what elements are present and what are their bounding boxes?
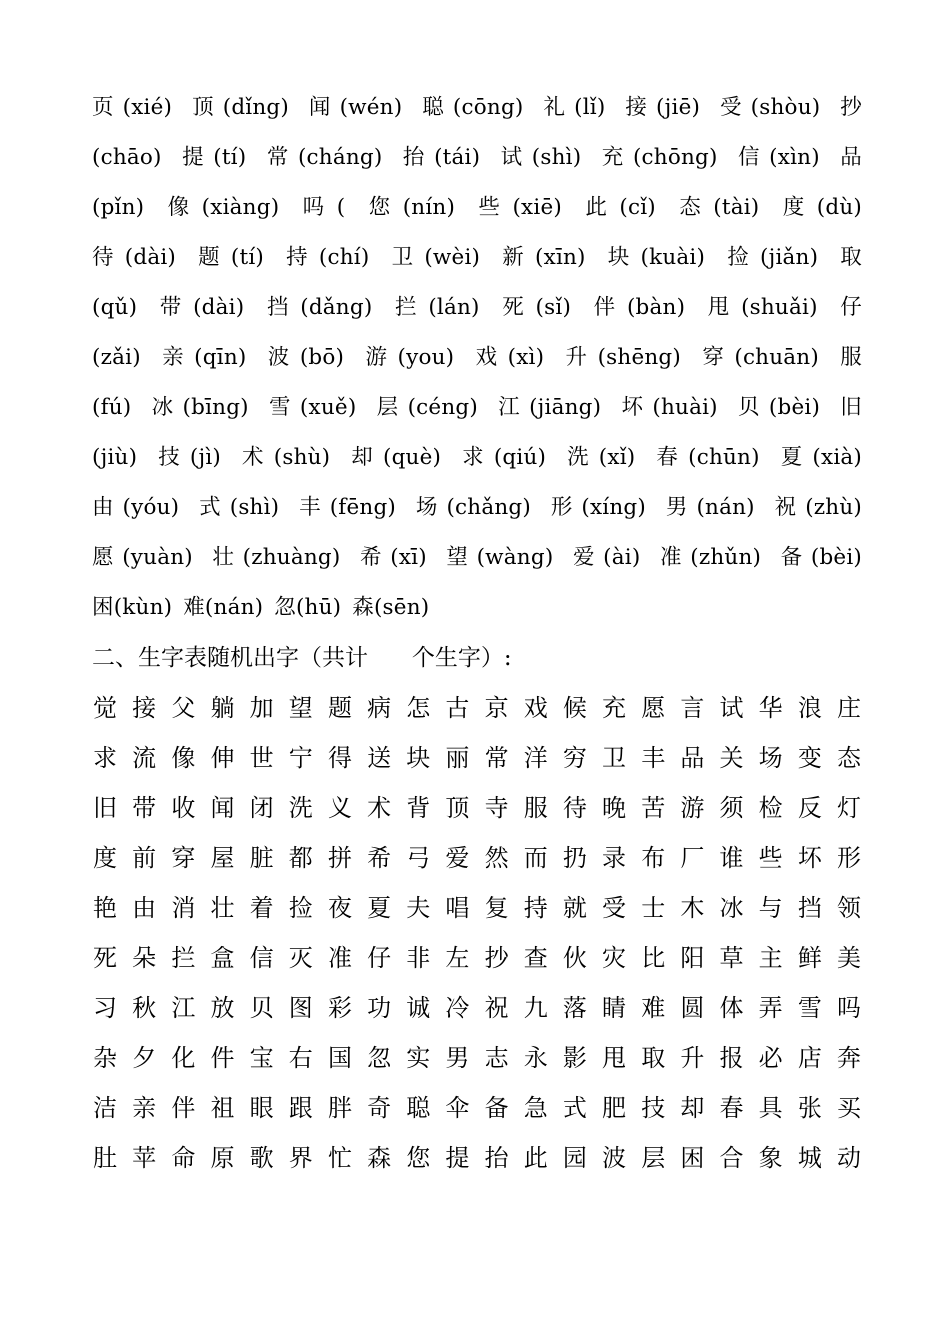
character-cell: 放: [210, 994, 235, 1022]
character-cell: 场: [758, 744, 783, 772]
character-cell: 丰: [641, 744, 666, 772]
character-cell: 谁: [719, 844, 744, 872]
character-cell: 候: [562, 694, 587, 722]
character-cell: 块: [406, 744, 431, 772]
character-cell: 非: [406, 944, 431, 972]
character-cell: 顶: [445, 794, 470, 822]
character-row: [92, 1083, 862, 1133]
character-cell: 奇: [367, 1094, 392, 1122]
section-heading: 二、生字表随机出字（共计 个生字）:: [92, 645, 512, 671]
character-cell: 志: [484, 1044, 509, 1072]
character-cell: 肚: [93, 1144, 117, 1172]
pinyin-line: (qǔ) 带(dài) 挡(dǎng) 拦(lán) 死(sǐ) 伴(bàn) 甩(shuǎi) 仔: [92, 295, 862, 320]
character-cell: 与: [758, 894, 783, 922]
character-cell: 圆: [680, 994, 705, 1022]
character-cell: 具: [758, 1094, 783, 1122]
character-cell: 受: [602, 894, 627, 922]
character-cell: 服: [523, 794, 548, 822]
character-row: [92, 933, 862, 983]
character-cell: 拼: [327, 844, 352, 872]
character-cell: 祖: [210, 1094, 235, 1122]
character-cell: 都: [288, 844, 313, 872]
character-cell: 洋: [523, 744, 548, 772]
character-cell: 壮: [210, 894, 235, 922]
character-cell: 杂: [93, 1044, 117, 1072]
character-cell: 奔: [836, 1044, 861, 1072]
character-cell: 厂: [680, 844, 705, 872]
character-cell: 游: [680, 794, 705, 822]
character-cell: 父: [171, 694, 196, 722]
character-cell: 检: [758, 794, 783, 822]
character-cell: 技: [641, 1094, 666, 1122]
character-cell: 升: [680, 1044, 705, 1072]
character-cell: 录: [602, 844, 627, 872]
character-cell: 弓: [406, 844, 431, 872]
character-cell: 夕: [132, 1044, 157, 1072]
character-cell: 江: [171, 994, 196, 1022]
character-cell: 波: [602, 1144, 627, 1172]
character-cell: 式: [562, 1094, 587, 1122]
character-cell: 歌: [249, 1144, 274, 1172]
character-cell: 士: [641, 894, 666, 922]
character-cell: 怎: [406, 694, 431, 722]
character-cell: 接: [132, 694, 157, 722]
character-cell: 吗: [836, 994, 861, 1022]
pinyin-line: 愿(yuàn) 壮(zhuàng) 希(xī) 望(wàng) 爱(ài) 准(zhǔn) 备(bèi): [92, 545, 862, 570]
character-cell: 件: [210, 1044, 235, 1072]
character-cell: 些: [758, 844, 783, 872]
character-cell: 春: [719, 1094, 744, 1122]
character-cell: 复: [484, 894, 509, 922]
character-cell: 主: [758, 944, 783, 972]
pinyin-line: 由(yóu) 式(shì) 丰(fēng) 场(chǎng) 形(xíng) 男(nán) 祝(zhù): [92, 495, 862, 520]
character-cell: 木: [680, 894, 705, 922]
character-row: [92, 983, 862, 1033]
character-cell: 宝: [249, 1044, 274, 1072]
character-cell: 夫: [406, 894, 431, 922]
character-cell: 苦: [641, 794, 666, 822]
character-cell: 草: [719, 944, 744, 972]
character-cell: 贝: [249, 994, 274, 1022]
character-cell: 冰: [719, 894, 744, 922]
character-cell: 形: [836, 844, 861, 872]
character-cell: 灾: [602, 944, 627, 972]
character-cell: 希: [367, 844, 392, 872]
character-cell: 度: [93, 844, 117, 872]
character-cell: 义: [327, 794, 352, 822]
character-cell: 华: [758, 694, 783, 722]
character-cell: 层: [641, 1144, 666, 1172]
character-cell: 买: [836, 1094, 861, 1122]
character-cell: 捡: [288, 894, 313, 922]
character-cell: 眼: [249, 1094, 274, 1122]
character-cell: 命: [171, 1144, 196, 1172]
character-cell: 森: [367, 1144, 392, 1172]
pinyin-line: (fú) 冰(bīng) 雪(xuě) 层(céng) 江(jiāng) 坏(huài) 贝(bèi) 旧: [92, 395, 862, 420]
character-cell: 查: [523, 944, 548, 972]
character-cell: 落: [562, 994, 587, 1022]
character-cell: 背: [406, 794, 431, 822]
character-row: [92, 1133, 862, 1183]
character-cell: 拦: [171, 944, 196, 972]
character-cell: 左: [445, 944, 470, 972]
character-cell: 朵: [132, 944, 157, 972]
character-cell: 睛: [602, 994, 627, 1022]
character-cell: 急: [523, 1094, 548, 1122]
character-cell: 洁: [93, 1094, 117, 1122]
character-cell: 抬: [484, 1144, 509, 1172]
character-cell: 病: [367, 694, 392, 722]
character-cell: 祝: [484, 994, 509, 1022]
character-cell: 京: [484, 694, 509, 722]
character-cell: 雪: [797, 994, 822, 1022]
character-cell: 必: [758, 1044, 783, 1072]
character-cell: 觉: [93, 694, 117, 722]
character-cell: 唱: [445, 894, 470, 922]
character-cell: 穷: [562, 744, 587, 772]
character-cell: 而: [523, 844, 548, 872]
character-cell: 充: [602, 694, 627, 722]
character-cell: 盒: [210, 944, 235, 972]
character-cell: 提: [445, 1144, 470, 1172]
character-cell: 戏: [523, 694, 548, 722]
character-cell: 领: [836, 894, 861, 922]
character-cell: 宁: [288, 744, 313, 772]
character-row: [92, 683, 862, 733]
character-cell: 亲: [132, 1094, 157, 1122]
pinyin-line: 页(xié) 顶(dǐng) 闻(wén) 聪(cōng) 礼(lǐ) 接(jiē) 受(shòu) 抄: [92, 95, 862, 120]
character-cell: 却: [680, 1094, 705, 1122]
character-cell: 古: [445, 694, 470, 722]
character-cell: 男: [445, 1044, 470, 1072]
character-cell: 冷: [445, 994, 470, 1022]
character-cell: 园: [562, 1144, 587, 1172]
character-cell: 须: [719, 794, 744, 822]
character-row: [92, 783, 862, 833]
character-cell: 肥: [602, 1094, 627, 1122]
character-cell: 得: [327, 744, 352, 772]
character-cell: 化: [171, 1044, 196, 1072]
character-cell: 躺: [210, 694, 235, 722]
pinyin-line: 待(dài) 题(tí) 持(chí) 卫(wèi) 新(xīn) 块(kuài) 捡(jiǎn) 取: [92, 245, 862, 270]
character-cell: 愿: [641, 694, 666, 722]
character-row: [92, 1033, 862, 1083]
character-cell: 伙: [562, 944, 587, 972]
character-cell: 仔: [367, 944, 392, 972]
character-cell: 收: [171, 794, 196, 822]
character-cell: 夜: [327, 894, 352, 922]
character-cell: 死: [93, 944, 117, 972]
character-cell: 此: [523, 1144, 548, 1172]
character-cell: 困: [680, 1144, 705, 1172]
character-cell: 功: [367, 994, 392, 1022]
character-cell: 世: [249, 744, 274, 772]
character-cell: 然: [484, 844, 509, 872]
character-cell: 备: [484, 1094, 509, 1122]
character-cell: 洗: [288, 794, 313, 822]
character-cell: 晚: [602, 794, 627, 822]
character-cell: 甩: [602, 1044, 627, 1072]
character-cell: 国: [327, 1044, 352, 1072]
character-cell: 常: [484, 744, 509, 772]
character-cell: 挡: [797, 894, 822, 922]
character-cell: 聪: [406, 1094, 431, 1122]
character-cell: 品: [680, 744, 705, 772]
character-cell: 爱: [445, 844, 470, 872]
character-cell: 秋: [132, 994, 157, 1022]
character-cell: 消: [171, 894, 196, 922]
character-cell: 习: [93, 994, 117, 1022]
character-cell: 着: [249, 894, 274, 922]
character-cell: 题: [327, 694, 352, 722]
character-cell: 就: [562, 894, 587, 922]
character-row: [92, 883, 862, 933]
character-cell: 脏: [249, 844, 274, 872]
character-cell: 灭: [288, 944, 313, 972]
character-cell: 界: [288, 1144, 313, 1172]
pinyin-line: (pǐn) 像(xiàng) 吗( 您(nín) 些(xiē) 此(cǐ) 态(tài) 度(dù): [92, 195, 862, 220]
character-cell: 准: [327, 944, 352, 972]
character-cell: 您: [406, 1144, 431, 1172]
character-row: [92, 733, 862, 783]
character-cell: 胖: [327, 1094, 352, 1122]
character-cell: 艳: [93, 894, 117, 922]
character-cell: 忙: [327, 1144, 352, 1172]
character-cell: 由: [132, 894, 157, 922]
character-cell: 态: [836, 744, 861, 772]
character-cell: 诚: [406, 994, 431, 1022]
character-cell: 报: [719, 1044, 744, 1072]
character-cell: 影: [562, 1044, 587, 1072]
character-cell: 言: [680, 694, 705, 722]
pinyin-line: (chāo) 提(tí) 常(cháng) 抬(tái) 试(shì) 充(chōng) 信(xìn) 品: [92, 145, 862, 170]
character-cell: 屋: [210, 844, 235, 872]
character-cell: 原: [210, 1144, 235, 1172]
character-cell: 闻: [210, 794, 235, 822]
character-cell: 难: [641, 994, 666, 1022]
character-cell: 浪: [797, 694, 822, 722]
character-cell: 图: [288, 994, 313, 1022]
character-cell: 待: [562, 794, 587, 822]
character-cell: 美: [836, 944, 861, 972]
character-cell: 弄: [758, 994, 783, 1022]
character-cell: 比: [641, 944, 666, 972]
character-cell: 求: [93, 744, 117, 772]
character-cell: 永: [523, 1044, 548, 1072]
character-cell: 伞: [445, 1094, 470, 1122]
character-cell: 望: [288, 694, 313, 722]
character-cell: 寺: [484, 794, 509, 822]
character-cell: 反: [797, 794, 822, 822]
character-cell: 关: [719, 744, 744, 772]
character-cell: 店: [797, 1044, 822, 1072]
character-cell: 扔: [562, 844, 587, 872]
character-row: [92, 833, 862, 883]
pinyin-line: (jiù) 技(jì) 术(shù) 却(què) 求(qiú) 洗(xǐ) 春(chūn) 夏(xià): [92, 445, 862, 470]
character-cell: 穿: [171, 844, 196, 872]
character-cell: 实: [406, 1044, 431, 1072]
character-cell: 试: [719, 694, 744, 722]
character-cell: 流: [132, 744, 157, 772]
character-cell: 象: [758, 1144, 783, 1172]
document-page: [92, 83, 862, 1183]
character-cell: 送: [367, 744, 392, 772]
character-cell: 抄: [484, 944, 509, 972]
character-cell: 术: [367, 794, 392, 822]
character-cell: 变: [797, 744, 822, 772]
character-cell: 彩: [327, 994, 352, 1022]
character-cell: 跟: [288, 1094, 313, 1122]
character-cell: 苹: [132, 1144, 157, 1172]
character-cell: 前: [132, 844, 157, 872]
character-cell: 信: [249, 944, 274, 972]
character-cell: 像: [171, 744, 196, 772]
character-cell: 布: [641, 844, 666, 872]
character-cell: 持: [523, 894, 548, 922]
character-cell: 加: [249, 694, 274, 722]
character-cell: 鲜: [797, 944, 822, 972]
character-cell: 右: [288, 1044, 313, 1072]
character-grid: [92, 683, 862, 1183]
character-cell: 张: [797, 1094, 822, 1122]
character-cell: 伴: [171, 1094, 196, 1122]
character-cell: 灯: [836, 794, 861, 822]
character-cell: 阳: [680, 944, 705, 972]
character-cell: 坏: [797, 844, 822, 872]
character-cell: 伸: [210, 744, 235, 772]
character-cell: 卫: [602, 744, 627, 772]
pinyin-line: (zǎi) 亲(qīn) 波(bō) 游(you) 戏(xì) 升(shēng) 穿(chuān) 服: [92, 345, 862, 370]
character-cell: 取: [641, 1044, 666, 1072]
character-cell: 闭: [249, 794, 274, 822]
character-cell: 城: [797, 1144, 822, 1172]
character-cell: 带: [132, 794, 157, 822]
character-cell: 忽: [367, 1044, 392, 1072]
character-cell: 动: [836, 1144, 861, 1172]
character-cell: 丽: [445, 744, 470, 772]
pinyin-section: [92, 83, 862, 633]
character-cell: 九: [523, 994, 548, 1022]
character-cell: 庄: [836, 694, 861, 722]
character-cell: 旧: [93, 794, 117, 822]
pinyin-line: 困(kùn) 难(nán) 忽(hū) 森(sēn): [92, 595, 430, 620]
character-cell: 夏: [367, 894, 392, 922]
character-cell: 体: [719, 994, 744, 1022]
character-cell: 合: [719, 1144, 744, 1172]
